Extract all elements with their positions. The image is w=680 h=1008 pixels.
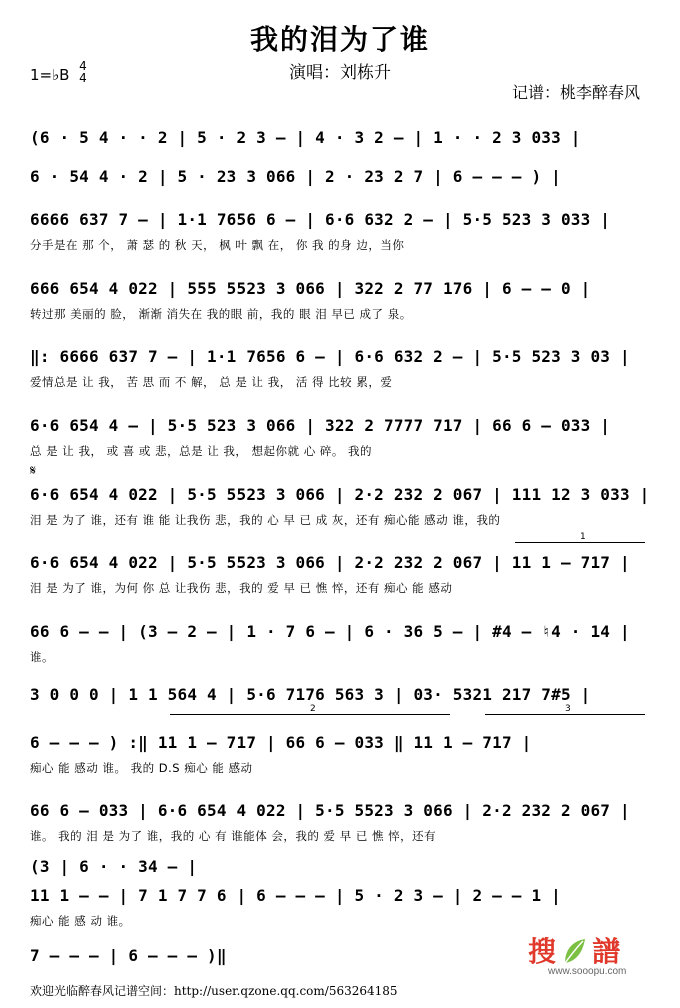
score-row [0,167,680,197]
score-row [0,733,680,775]
volta-bracket [485,704,645,723]
lyrics-line: 泪 是 为了 谁，为何 你 总 让我伤 悲，我的 爱 早 已 憔 悴，还有 痴心 能 感动 [30,581,453,595]
notation-line: 11 1 – – | 7 1 7 7 6 | 6 – – – | 5 · 2 3 – | 2 – – 1 | [30,886,561,905]
lyrics-line: 痴心 能 感 动 谁。 [30,914,131,928]
notation-line: 6·6 654 4 022 | 5·5 5523 3 066 | 2·2 232 2 067 | 11 1 – 717 | [30,553,630,572]
segno-sign-icon: 𝄋 [30,463,37,479]
score-row [0,416,680,458]
notation-line: 666 654 4 022 | 555 5523 3 066 | 322 2 77 176 | 6 – – 0 | [30,279,591,298]
lyrics-line: 谁。 [30,650,54,664]
lyrics-line: 痴心 能 感动 谁。 我的 D.S 痴心 能 感动 [30,761,253,775]
leaf-icon [561,937,587,965]
lyrics-line: 分手是在 那 个， 萧 瑟 的 秋 天， 枫 叶 飘 在， 你 我 的身 边，当你 [30,238,405,252]
notation-line: ‖: 6666 637 7 – | 1·1 7656 6 – | 6·6 632 2 – | 5·5 523 3 03 | [30,347,630,366]
notation-line: (6 · 5 4 · · 2 | 5 · 2 3 – | 4 · 3 2 – | 1 · · 2 3 033 | [30,128,581,147]
score-row [0,857,680,887]
time-signature-top: 4 [79,59,87,73]
time-signature [77,60,89,84]
score-row [0,210,680,252]
score-row [0,347,680,389]
lyrics-line: 泪 是 为了 谁，还有 谁 能 让我伤 悲，我的 心 早 已 成 灰，还有 痴心能 感动 谁，我的 [30,513,501,527]
notation-line: 6·6 654 4 – | 5·5 523 3 066 | 322 2 7777 717 | 66 6 – 033 | [30,416,611,435]
score-row [0,622,680,664]
score-row [0,886,680,928]
logo-left-char: 搜 [528,935,557,968]
score-row [0,685,680,715]
score-row [0,553,680,595]
volta-bracket [515,532,645,551]
footer-text: 欢迎光临醉春风记谱空间：http://user.qzone.qq.com/563264185 [30,984,398,998]
score-row [0,279,680,321]
notation-line: 3 0 0 0 | 1 1 564 4 | 5·6 7176 563 3 | 03· 5321 217 7#5 | [30,685,591,704]
volta-bracket [170,704,450,723]
site-logo[interactable] [528,930,627,977]
key-signature: 1=♭B [30,66,70,84]
recorder-credit: 记谱：桃李醉春风 [511,83,640,102]
song-title: 我的泪为了谁 [249,23,430,56]
notation-line: 6666 637 7 – | 1·1 7656 6 – | 6·6 632 2 – | 5·5 523 3 033 | [30,210,611,229]
lyrics-line: 爱情总是 让 我， 苦 思 而 不 解， 总 是 让 我， 活 得 比较 累，爱 [30,375,393,389]
score-row [0,485,680,527]
lyrics-line: 谁。 我的 泪 是 为了 谁，我的 心 有 谁能体 会，我的 爱 早 已 憔 悴，还有 [30,829,437,843]
lyrics-line: 总 是 让 我， 或 喜 或 悲，总是 让 我， 想起你就 心 碎。 我的 [30,444,373,458]
notation-line: 66 6 – 033 | 6·6 654 4 022 | 5·5 5523 3 066 | 2·2 232 2 067 | [30,801,630,820]
volta-number: 1 [580,532,586,542]
notation-line: 6·6 654 4 022 | 5·5 5523 3 066 | 2·2 232 2 067 | 111 12 3 033 | [30,485,650,504]
singer-credit: 演唱：刘栋升 [289,63,391,83]
time-signature-bottom: 4 [79,71,87,85]
logo-url[interactable]: www.sooopu.com [548,966,627,977]
notation-line: 7 – – – | 6 – – – )‖ [30,946,227,965]
volta-number: 2 [310,704,316,714]
lyrics-line: 转过那 美丽的 脸， 渐渐 消失在 我的眼 前，我的 眼 泪 早已 成了 泉。 [30,307,412,321]
score-row [0,801,680,843]
score-row [0,128,680,158]
logo-right-char: 譜 [592,935,621,968]
notation-line: 6 – – – ) :‖ 11 1 – 717 | 66 6 – 033 ‖ 11 1 – 717 | [30,733,532,752]
notation-line: 66 6 – – | (3 – 2 – | 1 · 7 6 – | 6 · 36 5 – | #4 – ♮4 · 14 | [30,622,630,641]
notation-line: (3 | 6 · · 34 – | [30,857,198,876]
notation-line: 6 · 54 4 · 2 | 5 · 23 3 066 | 2 · 23 2 7 | 6 – – – ) | [30,167,561,186]
volta-number: 3 [565,704,571,714]
